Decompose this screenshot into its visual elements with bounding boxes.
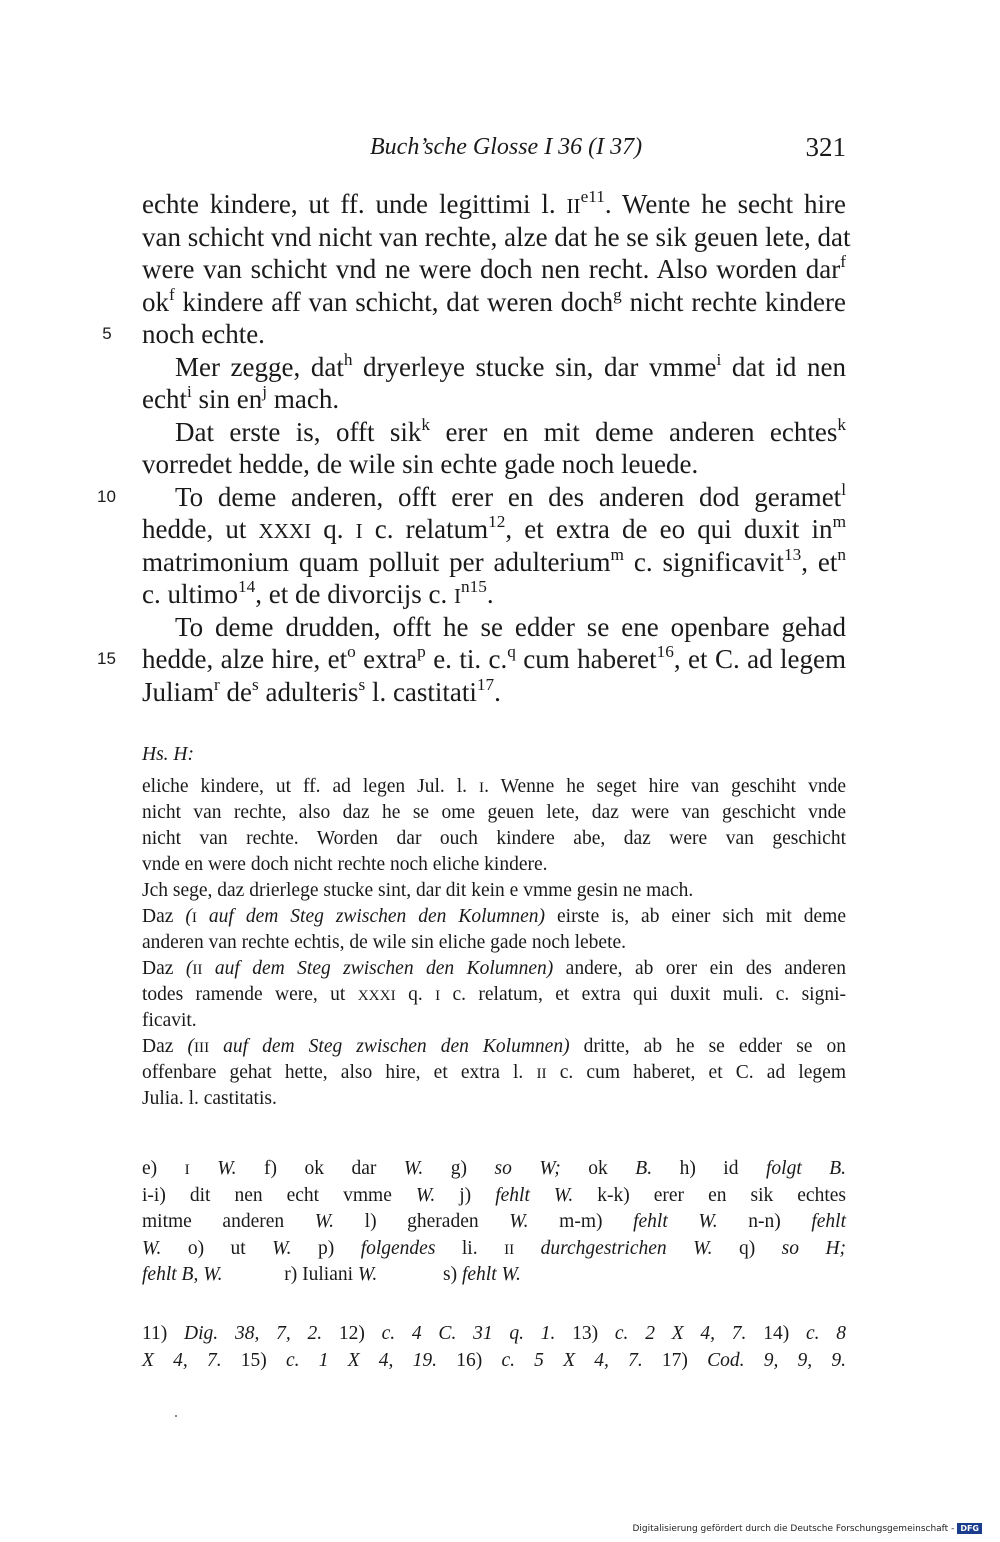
text-run: . Wenne he seget hire van geschiht vnde <box>484 776 846 797</box>
text-line <box>142 351 846 384</box>
running-head: Buch’sche Glosse I 36 (I 37) <box>370 134 643 160</box>
small-caps-numeral: I <box>355 519 363 543</box>
text-run: adulteris <box>258 676 359 707</box>
footnote-marker: p <box>417 641 426 661</box>
page-number: 321 <box>805 132 846 162</box>
page-header <box>142 132 846 168</box>
apparatus-entry <box>739 1238 846 1259</box>
footnote-marker: n <box>837 544 846 564</box>
text-run: extra <box>355 644 418 674</box>
italic-run: auf dem Steg zwischen den Kolumnen) <box>196 906 546 927</box>
dfg-logo: DFG <box>957 1523 982 1534</box>
italic-run: c. 4 C. 31 q. 1. <box>381 1323 556 1344</box>
apparatus-entry <box>142 1264 223 1285</box>
text-run: erer en mit deme anderen echtes <box>430 416 838 447</box>
apparatus-entry <box>365 1211 529 1232</box>
text-line: nicht van rechte, also daz he se ome geuen lete, daz were van geschicht vnde <box>142 802 846 823</box>
apparatus-entry <box>142 1158 237 1179</box>
italic-run: so W; <box>494 1158 561 1179</box>
text-run: e) <box>142 1158 185 1179</box>
footnote-marker: 12 <box>488 511 506 531</box>
text-run: offenbare gehat hette, also hire, et extra l. <box>142 1062 537 1083</box>
text-run: q. <box>311 514 356 544</box>
italic-run: folgt B. <box>765 1158 847 1179</box>
footnote-marker: 14 <box>238 576 256 596</box>
text-run: 17) <box>661 1349 708 1371</box>
apparatus-line <box>142 1236 846 1263</box>
italic-run: W. <box>142 1237 162 1259</box>
text-run: Daz <box>142 958 186 979</box>
source-citations <box>142 1321 846 1374</box>
citation-entry <box>142 1323 322 1344</box>
footnote-marker: e11 <box>580 186 605 206</box>
italic-run: fehlt B, W. <box>142 1264 223 1285</box>
italic-run: W. <box>189 1158 237 1179</box>
footnote-marker: r <box>214 674 220 694</box>
small-caps-numeral: XXXI <box>258 519 312 543</box>
text-run: 16) <box>456 1349 502 1371</box>
text-line <box>142 956 846 982</box>
apparatus-entry <box>188 1238 292 1259</box>
text-run: i-i) dit nen echt vmme <box>142 1184 416 1206</box>
text-run: cum haberet <box>515 644 657 674</box>
text-run: e. ti. c. <box>425 644 508 674</box>
line-number: 10 <box>97 486 116 506</box>
section-heading: Hs. H: <box>142 744 194 765</box>
text-run: c. ultimo <box>142 579 238 609</box>
text-run: ok <box>142 286 169 317</box>
text-line <box>142 578 846 611</box>
text-run: 13) <box>572 1323 615 1344</box>
text-line <box>97 479 846 514</box>
apparatus-entry <box>459 1185 573 1206</box>
text-run: 11) <box>142 1323 185 1344</box>
text-run: noch echte. <box>142 319 265 349</box>
text-line: van schicht vnd nicht van rechte, alze dat he se sik geuen lete, dat <box>142 221 851 252</box>
footnote-marker: q <box>507 641 516 661</box>
text-line <box>142 188 846 221</box>
main-text <box>97 186 851 708</box>
small-caps-numeral: III <box>193 1039 210 1056</box>
italic-run: fehlt W. <box>461 1264 521 1285</box>
apparatus-entry <box>451 1158 652 1179</box>
textual-apparatus <box>142 1156 846 1289</box>
text-line <box>142 383 846 416</box>
text-run: sin en <box>191 384 263 414</box>
footnote-marker: m <box>832 511 846 531</box>
italic-run: W. <box>415 1184 436 1206</box>
footnote-marker: n15 <box>460 576 487 596</box>
text-run: o) ut <box>187 1237 273 1259</box>
italic-run: folgendes <box>360 1237 436 1259</box>
italic-run: auf dem Steg zwischen den Kolumnen) <box>202 958 554 979</box>
apparatus-entry <box>597 1185 846 1206</box>
text-run: mitme anderen <box>142 1211 315 1232</box>
text-line: Julia. l. castitatis. <box>142 1088 277 1109</box>
text-run: f) ok dar <box>264 1158 404 1179</box>
digitization-footer <box>632 1523 982 1534</box>
text-line <box>142 982 846 1008</box>
italic-run: durchgestrichen W. <box>514 1237 713 1259</box>
apparatus-entry <box>559 1211 718 1232</box>
citation-line <box>142 1321 846 1348</box>
citation-entry <box>339 1323 556 1344</box>
line-number: 15 <box>97 649 116 668</box>
text-run: r) Iuliani <box>284 1264 358 1285</box>
text-run: m-m) <box>559 1211 634 1232</box>
small-caps-numeral: XXXI <box>357 987 396 1004</box>
apparatus-entry <box>748 1211 846 1232</box>
footnote-marker: l <box>841 479 846 499</box>
italic-run: auf dem Steg zwischen den Kolumnen) <box>209 1036 570 1057</box>
text-run: echt <box>142 384 187 414</box>
text-run: l. castitati <box>365 676 477 707</box>
text-run: ok <box>560 1158 636 1179</box>
footnote-marker: s <box>251 674 259 694</box>
text-run: q. <box>395 984 436 1005</box>
footnote-marker: k <box>837 414 846 434</box>
text-run: Mer zegge, dat <box>175 351 344 382</box>
text-run: li. <box>435 1237 505 1259</box>
citation-entry <box>241 1350 437 1371</box>
text-run: nicht rechte kindere <box>621 286 846 317</box>
italic-run: W. <box>403 1158 424 1179</box>
italic-run: so H; <box>781 1237 847 1259</box>
small-caps-numeral: I <box>191 909 197 926</box>
text-run: c. relatum, et extra qui duxit muli. c. signi- <box>440 984 847 1005</box>
text-run: . <box>494 676 501 707</box>
text-run: dryerleye stucke sin, dar vmme <box>352 351 717 382</box>
text-run: matrimonium quam polluit per adulterium <box>142 546 611 577</box>
text-line <box>142 286 846 319</box>
apparatus-entry <box>680 1158 846 1179</box>
citation-entry <box>662 1350 846 1371</box>
text-run: Dat erste is, offt sik <box>175 416 422 447</box>
footnote-marker: s <box>358 674 366 694</box>
text-run: eirste is, ab einer sich mit deme <box>545 906 846 927</box>
apparatus-entry <box>142 1185 435 1206</box>
text-run: 14) <box>763 1323 806 1344</box>
text-run: , et de divorcijs c. <box>255 579 454 609</box>
italic-run: ( <box>185 958 193 979</box>
small-caps-numeral: II <box>192 961 203 978</box>
text-run: dritte, ab he se edder se on <box>569 1036 846 1057</box>
text-line <box>142 416 846 449</box>
text-line: nicht van rechte. Worden dar ouch kindere abe, daz were van geschicht <box>142 828 846 849</box>
text-run: Juliam <box>142 676 214 707</box>
footnote-marker: i <box>716 349 722 369</box>
italic-run: ( <box>185 906 192 927</box>
text-run: hedde, alze hire, et <box>142 644 348 674</box>
citation-entry <box>456 1350 642 1371</box>
small-caps-numeral: II <box>566 194 581 218</box>
text-run: s) <box>443 1264 462 1285</box>
text-run: , et C. ad legem <box>673 644 846 674</box>
text-run: hedde, ut <box>142 514 259 544</box>
footnote-marker: j <box>262 381 268 401</box>
small-caps-numeral: I <box>184 1161 190 1178</box>
italic-run: fehlt <box>811 1211 846 1232</box>
small-caps-numeral: II <box>536 1065 547 1082</box>
text-run: , et extra de eo qui duxit in <box>505 514 833 544</box>
apparatus-line <box>142 1183 846 1210</box>
text-line <box>142 253 846 286</box>
text-run: h) id <box>679 1158 766 1179</box>
text-line <box>142 774 846 800</box>
footnote-marker: g <box>613 284 622 304</box>
text-run: . <box>486 579 494 609</box>
text-run: andere, ab orer ein des anderen <box>553 958 846 979</box>
apparatus-entry <box>142 1238 161 1259</box>
citation-entry <box>572 1323 746 1344</box>
apparatus-line <box>142 1209 846 1236</box>
text-line <box>142 1060 846 1086</box>
text-line <box>142 513 846 546</box>
text-run: 12) <box>338 1323 382 1344</box>
text-line: To deme drudden, offt he se edder se ene openbare gehad <box>175 611 846 642</box>
text-run: Daz <box>142 1036 188 1057</box>
citation-entry <box>142 1350 222 1371</box>
footnote-marker: f <box>840 251 846 271</box>
italic-run: c. 2 X 4, 7. <box>614 1323 747 1344</box>
line-number: 5 <box>102 324 112 343</box>
text-run: 15) <box>240 1349 286 1371</box>
italic-run: B. <box>635 1158 653 1179</box>
footnote-marker: f <box>169 284 175 304</box>
manuscript-variant-section <box>142 736 846 1112</box>
italic-run: ( <box>187 1036 194 1057</box>
text-line: anderen van rechte echtis, de wile sin eliche gade noch lebete. <box>142 932 627 953</box>
text-line: ficavit. <box>142 1010 197 1031</box>
text-run: To deme anderen, offt erer en des anderen dod geramet <box>175 481 842 512</box>
footnote-marker: m <box>610 544 624 564</box>
text-run: p) <box>317 1237 361 1259</box>
italic-run: Dig. 38, 7, 2. <box>184 1323 323 1344</box>
text-run: . Wente he secht hire <box>604 189 846 219</box>
apparatus-entry <box>264 1158 423 1179</box>
apparatus-line <box>142 1262 846 1289</box>
text-run: c. significavit <box>623 546 784 577</box>
footnote-marker: i <box>186 381 192 401</box>
footnote-marker: 13 <box>783 544 802 564</box>
citation-entry <box>763 1323 846 1344</box>
apparatus-entry <box>284 1264 377 1285</box>
apparatus-entry <box>443 1264 521 1285</box>
text-run: Daz <box>142 906 186 927</box>
text-run: , et <box>801 546 838 577</box>
text-line: vnde en were doch nicht rechte noch eliche kindere. <box>142 854 548 875</box>
text-line <box>142 546 846 579</box>
text-run: g) <box>450 1158 495 1179</box>
text-run: were van schicht vnd ne were doch nen recht. Also worden dar <box>142 254 841 284</box>
italic-run: c. 8 <box>805 1323 846 1344</box>
footnote-marker: k <box>421 414 431 434</box>
text-run: eliche kindere, ut ff. ad legen Jul. l. <box>142 776 480 797</box>
italic-run: fehlt W. <box>495 1184 574 1206</box>
text-line <box>97 641 846 676</box>
citation-line <box>142 1348 846 1375</box>
text-run: dat id nen <box>721 351 846 382</box>
apparatus-entry <box>318 1238 713 1259</box>
text-line <box>142 676 846 709</box>
text-run: q) <box>738 1237 782 1259</box>
text-run: l) gheraden <box>364 1211 510 1232</box>
footnote-marker: o <box>347 641 356 661</box>
text-line <box>142 904 846 930</box>
text-run: echte kindere, ut ff. unde legittimi l. <box>142 189 567 219</box>
text-run: k-k) erer en sik echtes <box>597 1184 846 1206</box>
text-run: c. cum haberet, et C. ad legem <box>546 1062 846 1083</box>
small-caps-numeral: I <box>435 987 441 1004</box>
italic-run: W. <box>509 1211 529 1232</box>
footer-text: Digitalisierung gefördert durch die Deutsche Forschungsgemeinschaft - <box>632 1523 955 1534</box>
text-line <box>102 318 846 351</box>
small-caps-numeral: II <box>504 1240 515 1258</box>
italic-run: c. 5 X 4, 7. <box>501 1349 643 1371</box>
text-run: c. relatum <box>362 514 489 544</box>
small-caps-numeral: I <box>479 779 485 796</box>
italic-run: W. <box>272 1237 292 1259</box>
scan-speck <box>175 1415 177 1417</box>
text-run: j) <box>459 1184 496 1206</box>
text-run: kindere aff van schicht, dat weren doch <box>174 286 614 317</box>
italic-run: Cod. 9, 9, 9. <box>707 1349 846 1371</box>
footnote-marker: h <box>343 349 353 369</box>
italic-run: W. <box>314 1211 335 1232</box>
footnote-marker: 17 <box>476 674 495 694</box>
text-line: Jch sege, daz drierlege stucke sint, dar dit kein e vmme gesin ne mach. <box>142 880 694 901</box>
text-line <box>142 1034 846 1060</box>
italic-run: X 4, 7. <box>142 1349 222 1371</box>
italic-run: W. <box>357 1264 378 1285</box>
small-caps-numeral: I <box>453 584 461 608</box>
apparatus-entry <box>142 1211 334 1232</box>
text-run: mach. <box>267 384 340 414</box>
apparatus-line <box>142 1156 846 1183</box>
footnote-marker: 16 <box>656 641 674 661</box>
text-run: todes ramende were, ut <box>142 984 358 1005</box>
italic-run: fehlt W. <box>633 1211 718 1232</box>
text-run: n-n) <box>748 1211 812 1232</box>
text-run: de <box>219 676 252 707</box>
text-line: vorredet hedde, de wile sin echte gade noch leuede. <box>142 449 699 479</box>
italic-run: c. 1 X 4, 19. <box>286 1349 438 1371</box>
